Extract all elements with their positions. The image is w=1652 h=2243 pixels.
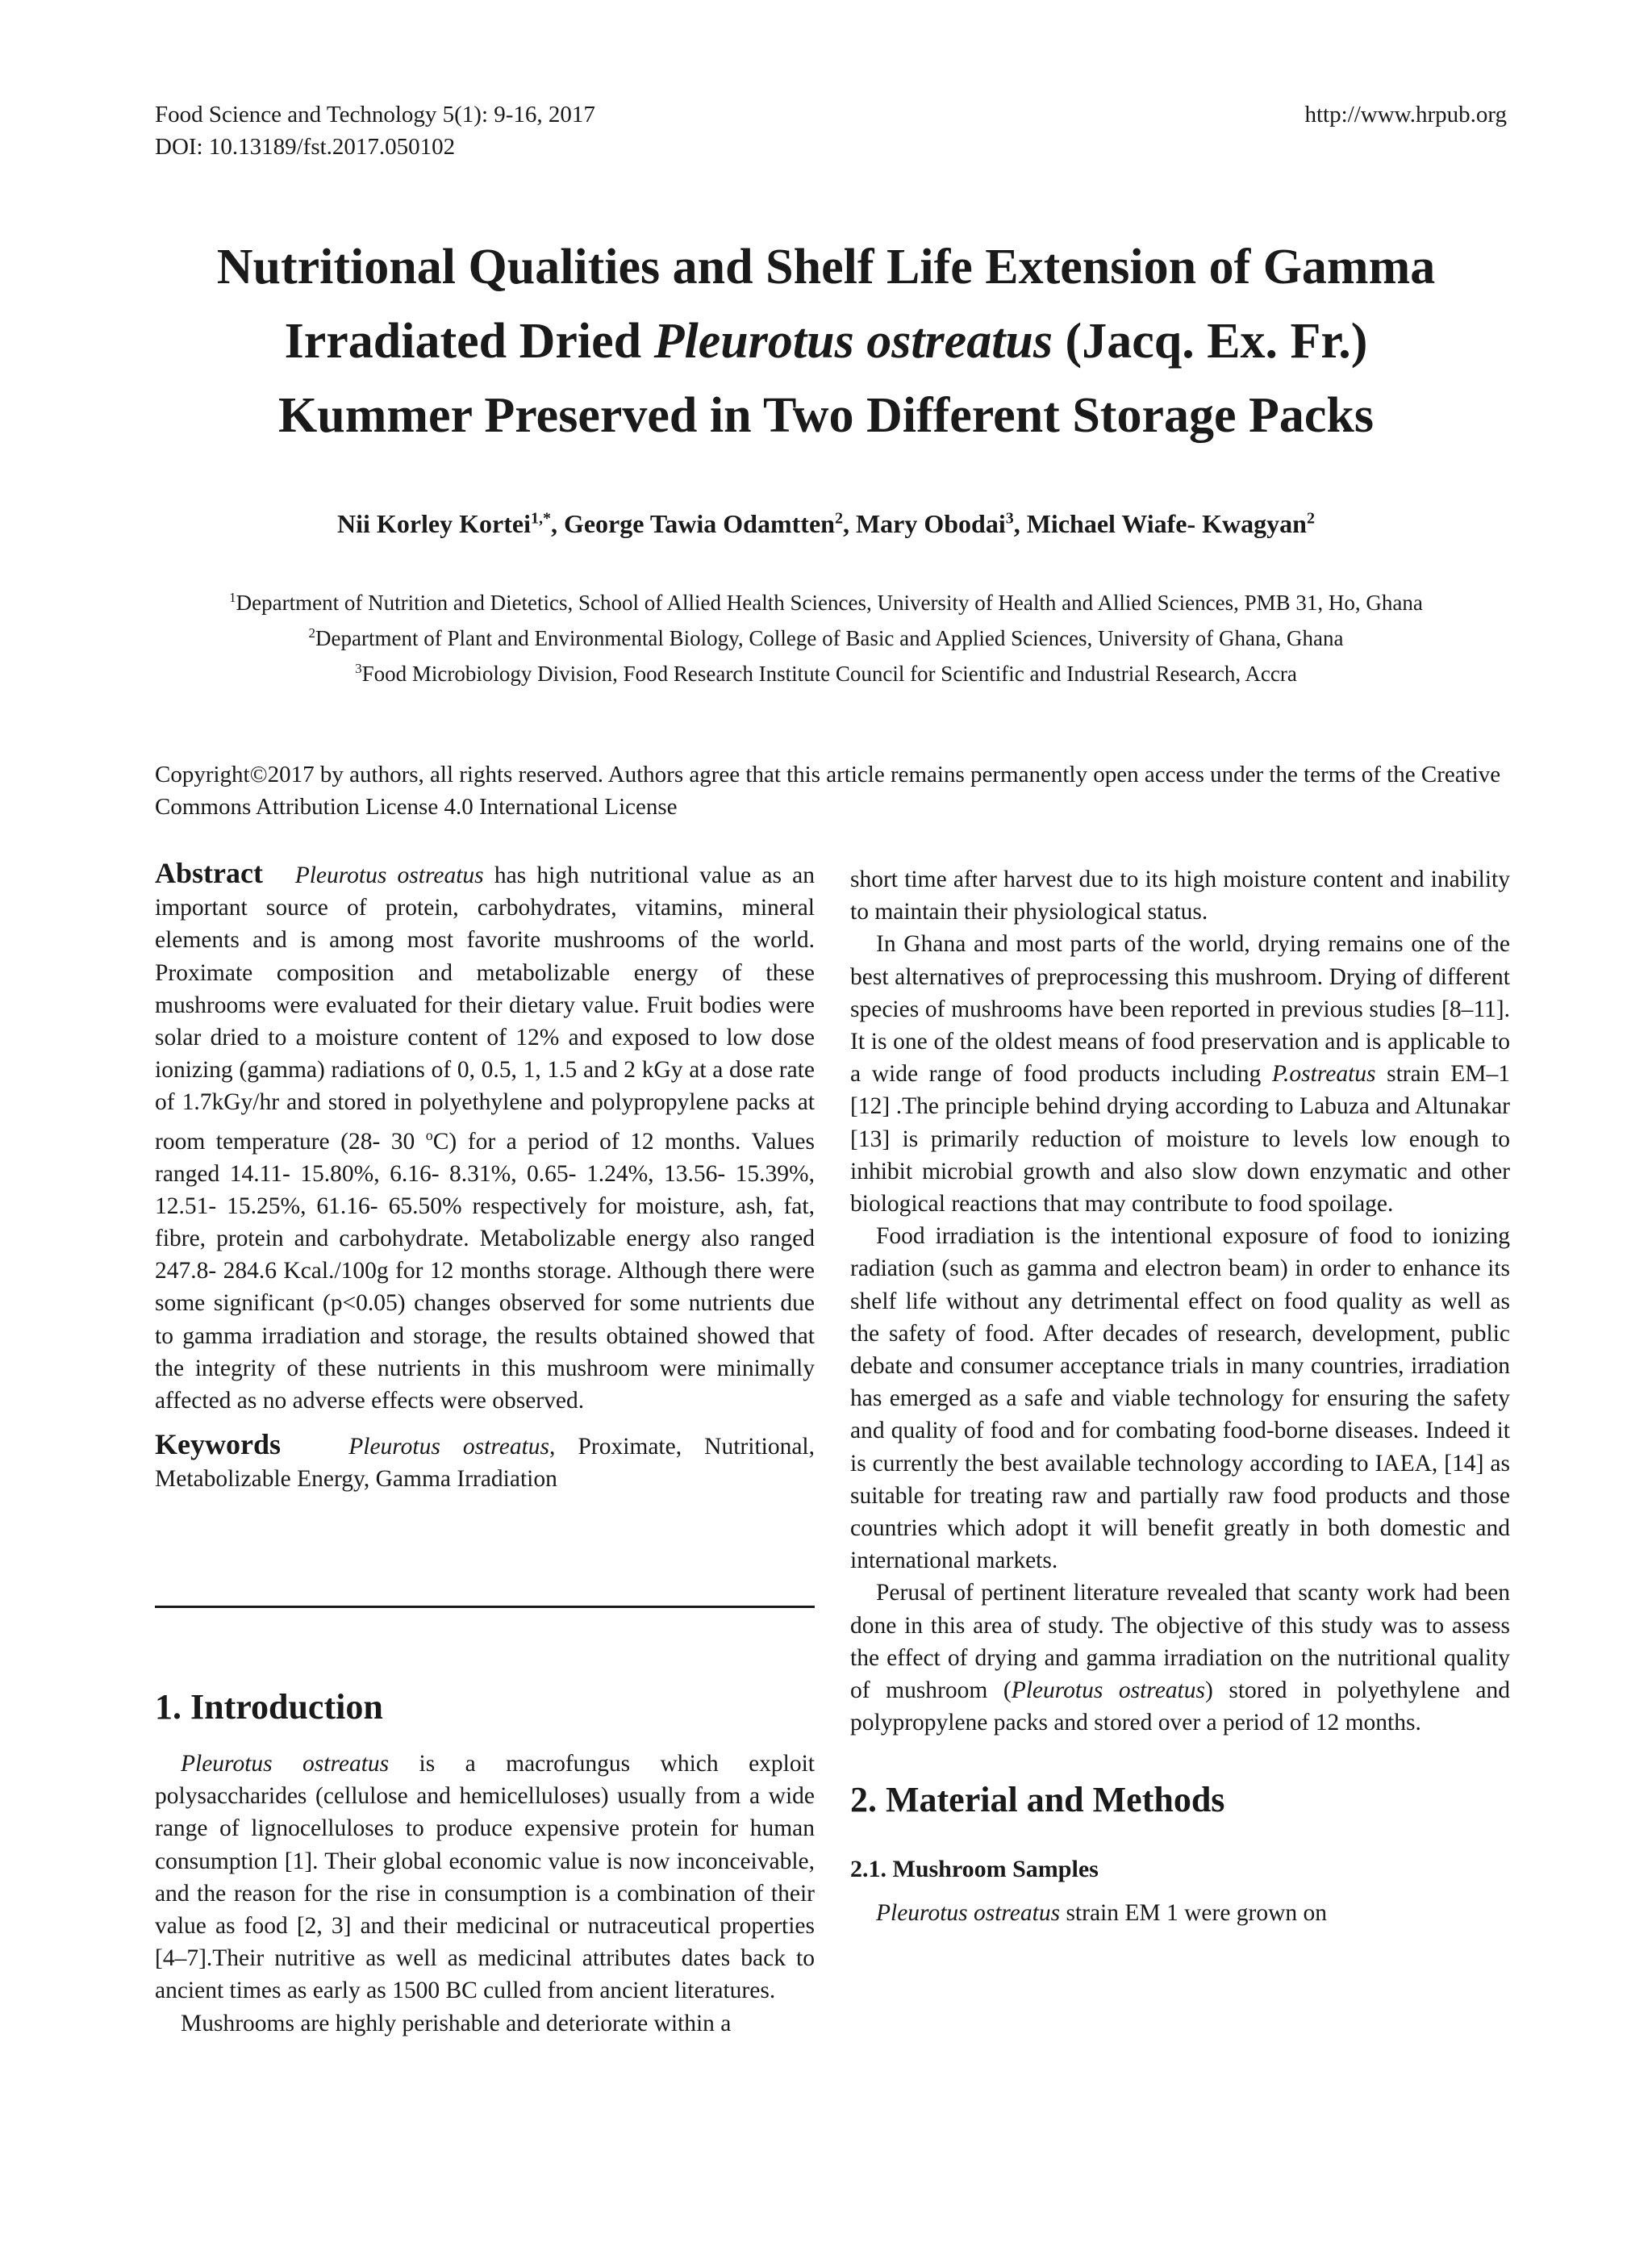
author-name: George Tawia Odamtten (563, 508, 835, 538)
body-paragraph (850, 1897, 1510, 1929)
body-paragraph: short time after harvest due to its high moisture content and inability to maintain their physiological status. (850, 867, 1510, 925)
author-separator: , (1013, 508, 1027, 538)
affiliation-text: Department of Nutrition and Dietetics, School of Allied Health Sciences, University of Health and Allied Sciences, PMB 31, Ho, Ghana (236, 591, 1423, 615)
abstract-label: Abstract (155, 857, 263, 889)
paper-title (0, 230, 1652, 453)
title-line-3: Kummer Preserved in Two Different Storage Packs (277, 388, 1374, 443)
keywords-species: Pleurotus ostreatus (348, 1434, 550, 1460)
affiliation-marker: 3 (355, 661, 362, 676)
author (856, 509, 1027, 538)
abstract (155, 857, 815, 1417)
introduction-heading: 1. Introduction (155, 1687, 383, 1727)
affiliation (0, 618, 1652, 654)
body-paragraph: Food irradiation is the intentional exposure of food to ionizing radiation (such as gamma and electron beam) in order to enhance its shelf life without any detrimental effect on food quality as well as the safety of food. After decades of research, development, public debate and consumer acceptance trials in many countries, irradiation has emerged as a safe and viable technology for ensuring the safety and quality of food and for combating food-borne diseases. Indeed it is currently the best available technology according to IAEA, [14] as suitable for treating raw and partially raw food products and those countries which adopt it will benefit greatly in both domestic and international markets. (850, 1223, 1510, 1574)
abstract-divider (155, 1606, 815, 1608)
author-affil-marker: 1,* (530, 509, 551, 527)
author-affil-marker: 2 (834, 509, 843, 527)
affiliation-text: Food Microbiology Division, Food Research Institute Council for Scientific and Industrial Research, Accra (361, 662, 1297, 686)
affiliation-list (0, 583, 1652, 689)
introduction-paragraph: Mushrooms are highly perishable and deteriorate within a (181, 2010, 732, 2036)
mushroom-samples-heading: 2.1. Mushroom Samples (850, 1856, 1099, 1883)
author-name: Michael Wiafe- Kwagyan (1026, 508, 1307, 538)
author-separator: , (842, 508, 856, 538)
affiliation-text: Department of Plant and Environmental Biology, College of Basic and Applied Sciences, University of Ghana, Ghana (315, 626, 1344, 650)
title-line-2-post: (Jacq. Ex. Fr.) (1053, 314, 1368, 369)
author (337, 509, 564, 538)
abstract-species: Pleurotus ostreatus (294, 863, 484, 888)
methods-heading: 2. Material and Methods (850, 1780, 1225, 1820)
author-separator: , (550, 508, 564, 538)
title-species: Pleurotus ostreatus (653, 314, 1053, 369)
journal-doi: DOI: 10.13189/fst.2017.050102 (155, 134, 456, 160)
left-column (155, 857, 815, 1496)
affiliation (0, 583, 1652, 618)
body-text: strain EM–1 [12] .The principle behind drying according to Labuza and Altunakar [13] is primarily reduction of moisture to levels low enough to inhibit microbial growth and also slow down enzymatic and other biological reactions that may contribute to food spoilage. (850, 1061, 1511, 1218)
journal-url[interactable]: http://www.hrpub.org (1304, 102, 1507, 127)
right-column (850, 863, 1510, 1930)
author-affil-marker: 2 (1306, 509, 1315, 527)
journal-citation: Food Science and Technology 5(1): 9-16, 2017 (155, 102, 595, 127)
keywords-label: Keywords (155, 1428, 281, 1461)
author-name: Nii Korley Kortei (337, 508, 531, 538)
keywords-text: , Proximate, Nutritional, Metabolizable Energy, Gamma Irradiation (155, 1434, 815, 1493)
body-species: Pleurotus ostreatus (1011, 1677, 1205, 1704)
keywords (155, 1428, 815, 1495)
body-text: ) stored in polyethylene and polypropylene packs and stored over a period of 12 months. (850, 1677, 1511, 1736)
title-line-1: Nutritional Qualities and Shelf Life Extension of Gamma (216, 240, 1436, 294)
body-paragraph (850, 1577, 1510, 1739)
intro-species: Pleurotus ostreatus (181, 1751, 390, 1777)
body-species: P.ostreatus (1271, 1061, 1376, 1088)
author-list (0, 500, 1652, 541)
body-text: strain EM 1 were grown on (1060, 1900, 1328, 1927)
body-species: Pleurotus ostreatus (876, 1900, 1061, 1927)
copyright-notice: Copyright©2017 by authors, all rights reserved. Authors agree that this article remains permanently open access under the terms of the Creative Commons Attribution License 4.0 International License (155, 762, 1501, 820)
title-line-2 (0, 304, 1652, 378)
author (564, 509, 856, 538)
affiliation-marker: 1 (229, 590, 236, 605)
introduction-paragraph (155, 1748, 815, 2007)
body-paragraph (850, 928, 1510, 1220)
affiliation-marker: 2 (308, 625, 316, 641)
intro-text-1: is a macrofungus which exploit polysaccharides (cellulose and hemicelluloses) usually from a wide range of lignocelluloses to produce expensive protein for human consumption [1]. Their global economic value is now inconceivable, and the reason for the rise in consumption is a combination of their value as food [2, 3] and their medicinal or nutraceutical properties [4–7].Their nutritive as well as medicinal attributes dates back to ancient times as early as 1500 BC culled from ancient literatures. (155, 1751, 816, 2004)
affiliation (0, 654, 1652, 689)
title-line-2-pre: Irradiated Dried (284, 314, 654, 369)
author-name: Mary Obodai (855, 508, 1006, 538)
abstract-text-2: C) for a period of 12 months. Values ranged 14.11- 15.80%, 6.16- 8.31%, 0.65- 1.24%, 13.56- 15.39%, 12.51- 15.25%, 61.16- 65.50% respectively for moisture, ash, fat, fibre, protein and carbohydrate. Metabolizable energy also ranged 247.8- 284.6 Kcal./100g for 12 months storage. Although there were some significant (p<0.05) changes observed for some nutrients due to gamma irradiation and storage, the results obtained showed that the integrity of these nutrients in this mushroom were minimally affected as no adverse effects were observed. (155, 1128, 815, 1414)
introduction-section (155, 1685, 815, 2040)
body-text: In Ghana and most parts of the world, drying remains one of the best alternatives of preprocessing this mushroom. Drying of different species of mushrooms have been reported in previous studies [8–11]. It is one of the oldest means of food preservation and is applicable to a wide range of food products including (850, 931, 1510, 1088)
degree-marker: o (425, 1126, 433, 1143)
body-text: Perusal of pertinent literature revealed that scanty work had been done in this area of study. The objective of this study was to assess the effect of drying and gamma irradiation on the nutritional quality of mushroom ( (850, 1580, 1510, 1704)
author (1027, 509, 1315, 538)
author-affil-marker: 3 (1005, 509, 1014, 527)
journal-header (155, 98, 595, 163)
abstract-text-1: has high nutritional value as an important source of protein, carbohydrates, vitamins, mineral elements and is among most favorite mushrooms of the world. Proximate composition and metabolizable energy of these mushrooms were evaluated for their dietary value. Fruit bodies were solar dried to a moisture content of 12% and exposed to low dose ionizing (gamma) radiations of 0, 0.5, 1, 1.5 and 2 kGy at a dose rate of 1.7kGy/hr and stored in polyethylene and polypropylene packs at room temperature (28- 30 (155, 863, 816, 1155)
